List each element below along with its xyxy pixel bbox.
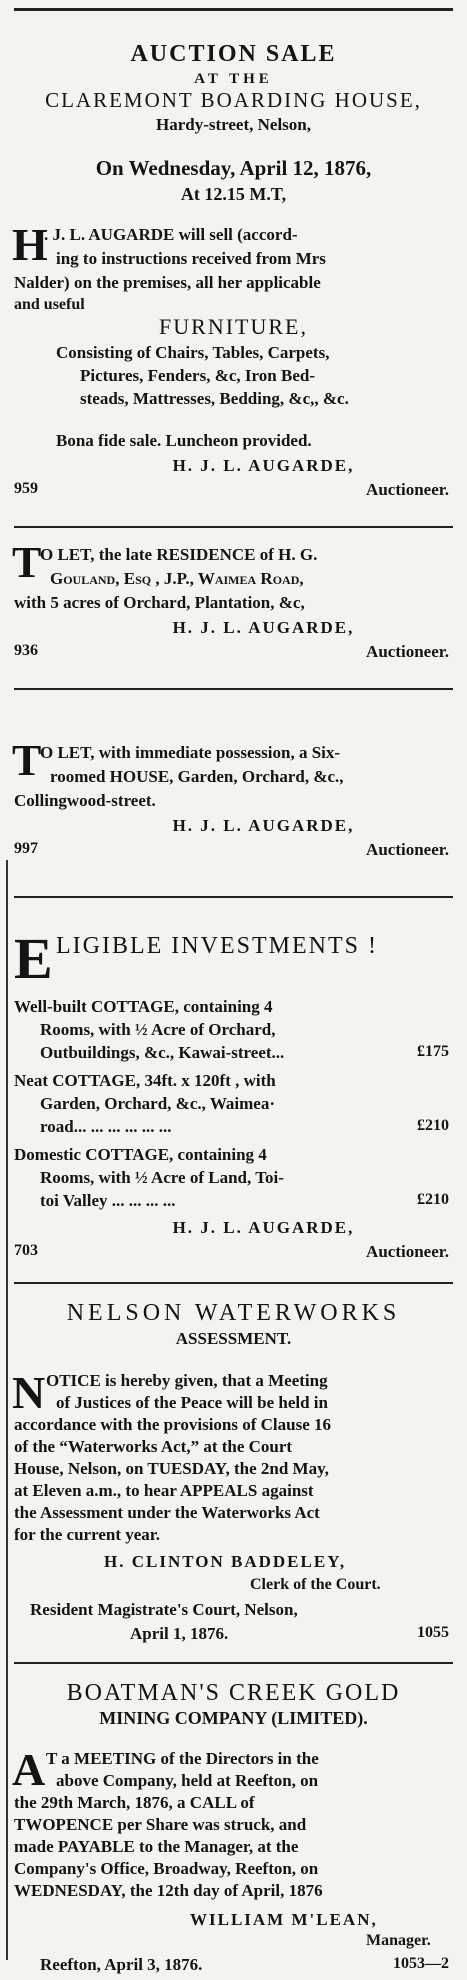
ad-number: 703 [14, 1242, 38, 1259]
auctioneer-name: H. J. L. AUGARDE, [172, 816, 355, 835]
divider [14, 526, 453, 528]
ad-number: 997 [14, 840, 38, 857]
divider [14, 1282, 453, 1284]
ad-subtitle: ASSESSMENT. [175, 1329, 292, 1348]
ad-number: 936 [14, 642, 38, 659]
ad-subtitle: AT THE [194, 71, 273, 87]
signer-name: WILLIAM M'LEAN, [190, 1910, 378, 1929]
body-line: the 29th March, 1876, a CALL of [14, 1793, 255, 1812]
divider [14, 688, 453, 690]
item-line: road... ... ... ... ... ... [40, 1117, 172, 1136]
body-line: at Eleven a.m., to hear APPEALS against [14, 1481, 314, 1500]
item-line: Domestic COTTAGE, containing 4 [14, 1145, 267, 1164]
item-price: £175 [417, 1043, 449, 1060]
item-line: Consisting of Chairs, Tables, Carpets, [56, 343, 330, 362]
venue-name: CLAREMONT BOARDING HOUSE, [45, 88, 422, 112]
note-line: Bona fide sale. Luncheon provided. [56, 431, 312, 450]
body-line: WEDNESDAY, the 12th day of April, 1876 [14, 1881, 323, 1900]
body-line: TWOPENCE per Share was struck, and [14, 1815, 307, 1834]
venue-street: Hardy-street, Nelson, [155, 115, 312, 134]
item-price: £210 [417, 1117, 449, 1134]
auctioneer-role: Auctioneer. [366, 642, 449, 661]
auctioneer-name: H. J. L. AUGARDE, [172, 618, 355, 637]
body-line: the Assessment under the Waterworks Act [14, 1503, 320, 1522]
signer-role: Manager. [366, 1932, 431, 1949]
signer-role: Clerk of the Court. [250, 1576, 381, 1593]
drop-cap: T [12, 736, 42, 785]
ad-title: BOATMAN'S CREEK GOLD [66, 1680, 401, 1706]
body-line: . J. L. AUGARDE will sell (accord- [44, 225, 298, 244]
auctioneer-name: H. J. L. AUGARDE, [172, 456, 355, 475]
place-date: Reefton, April 3, 1876. [40, 1955, 203, 1974]
auctioneer-role: Auctioneer. [366, 840, 449, 859]
top-rule [14, 8, 453, 11]
sale-time: At 12.15 M.T, [180, 184, 287, 204]
body-line: made PAYABLE to the Manager, at the [14, 1837, 299, 1856]
drop-cap: N [12, 1367, 46, 1418]
body-line: O LET, the late RESIDENCE of H. G. [40, 545, 318, 564]
divider [14, 896, 453, 898]
sale-date: On Wednesday, April 12, 1876, [95, 156, 372, 180]
body-line: O LET, with immediate possession, a Six- [40, 743, 341, 762]
body-line: Company's Office, Broadway, Reefton, on [14, 1859, 319, 1878]
body-line: Collingwood-street. [14, 791, 156, 810]
body-line: accordance with the provisions of Clause 16 [14, 1415, 332, 1434]
item-line: Rooms, with ½ Acre of Land, Toi- [40, 1168, 284, 1187]
auctioneer-role: Auctioneer. [366, 1242, 449, 1261]
ad-title: AUCTION SALE [130, 41, 337, 67]
ad-title: LIGIBLE INVESTMENTS ! [56, 933, 378, 959]
body-line: Gouland, Esq , J.P., Waimea Road, [50, 569, 304, 588]
drop-cap: A [12, 1744, 46, 1795]
body-line: House, Nelson, on TUESDAY, the 2nd May, [14, 1459, 329, 1478]
item-line: Well-built COTTAGE, containing 4 [14, 997, 273, 1016]
item-line: Neat COTTAGE, 34ft. x 120ft , with [14, 1071, 276, 1090]
column-edge-line [6, 860, 8, 1960]
body-line: for the current year. [14, 1525, 161, 1544]
item-line: Rooms, with ½ Acre of Orchard, [40, 1020, 276, 1039]
item-price: £210 [417, 1191, 449, 1208]
drop-cap: T [12, 538, 42, 587]
body-line: ing to instructions received from Mrs [56, 249, 326, 268]
body-line: and useful [14, 296, 85, 313]
body-line: OTICE is hereby given, that a Meeting [46, 1371, 328, 1390]
body-line: Nalder) on the premises, all her applicable [14, 273, 321, 292]
signer-name: H. CLINTON BADDELEY, [104, 1552, 347, 1571]
ad-number: 1055 [417, 1624, 449, 1641]
ad-number: 1053—2 [393, 1955, 449, 1972]
divider [14, 1662, 453, 1664]
ad-subtitle: MINING COMPANY (LIMITED). [99, 1708, 368, 1728]
item-line: Outbuildings, &c., Kawai-street... [40, 1043, 285, 1062]
ad-title: NELSON WATERWORKS [66, 1300, 401, 1326]
drop-cap: E [14, 926, 53, 991]
body-line: of Justices of the Peace will be held in [56, 1393, 328, 1412]
item-line: steads, Mattresses, Bedding, &c,, &c. [80, 389, 349, 408]
body-line: roomed HOUSE, Garden, Orchard, &c., [50, 767, 344, 786]
notice-date: April 1, 1876. [130, 1624, 229, 1643]
item-line: Pictures, Fenders, &c, Iron Bed- [80, 366, 315, 385]
body-line: with 5 acres of Orchard, Plantation, &c, [14, 593, 305, 612]
court-name: Resident Magistrate's Court, Nelson, [30, 1600, 298, 1619]
item-line: toi Valley ... ... ... ... [40, 1191, 176, 1210]
item-line: Garden, Orchard, &c., Waimea· [40, 1094, 275, 1113]
body-line: above Company, held at Reefton, on [56, 1771, 319, 1790]
body-line: of the “Waterworks Act,” at the Court [14, 1437, 293, 1456]
body-line: T a MEETING of the Directors in the [46, 1749, 319, 1768]
auctioneer-role: Auctioneer. [366, 480, 449, 499]
drop-cap: H [12, 219, 48, 270]
auctioneer-name: H. J. L. AUGARDE, [172, 1218, 355, 1237]
section-heading: FURNITURE, [159, 314, 308, 339]
ad-number: 959 [14, 480, 38, 497]
